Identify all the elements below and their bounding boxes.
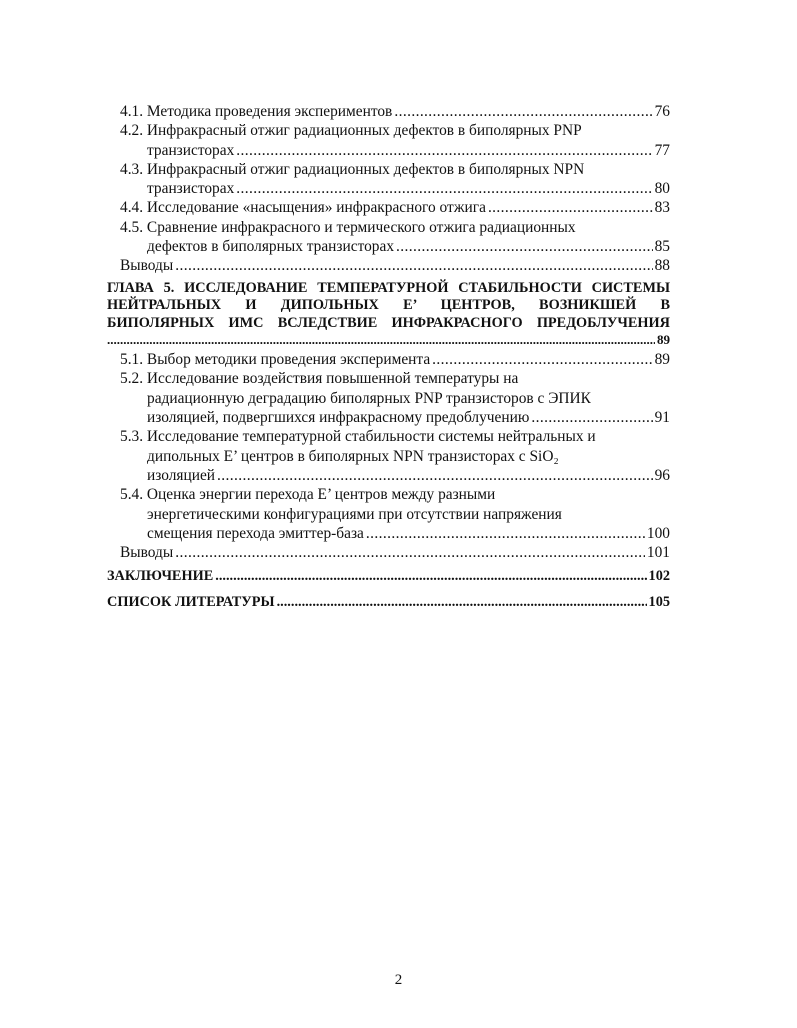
toc-entry-title: 5.2. Исследование воздействия повышенной температуры на	[120, 370, 519, 388]
dot-leader	[396, 237, 653, 256]
toc-entry-conclusions-ch4[interactable]	[107, 256, 670, 275]
dot-leader	[394, 102, 652, 121]
toc-entry-conclusion[interactable]	[107, 567, 670, 585]
toc-page-number: 89	[654, 351, 670, 369]
dot-leader	[236, 141, 652, 160]
toc-entry-title-cont: дипольных E’ центров в биполярных NPN транзисторах с SiO₂	[147, 447, 559, 465]
table-of-contents	[107, 102, 670, 611]
toc-entry-title: Выводы	[120, 257, 174, 275]
dot-leader	[488, 198, 653, 217]
toc-entry-5-2[interactable]	[107, 369, 670, 427]
toc-entry-4-4[interactable]	[107, 198, 670, 217]
toc-entry-title: 4.3. Инфракрасный отжиг радиационных дефектов в биполярных NPN	[120, 160, 585, 178]
toc-page-number: 91	[654, 409, 670, 427]
toc-entry-4-1[interactable]	[107, 102, 670, 121]
chapter-title-line: ГЛАВА 5. ИССЛЕДОВАНИЕ ТЕМПЕРАТУРНОЙ СТАБИЛЬНОСТИ СИСТЕМЫ	[107, 279, 670, 296]
dot-leader	[236, 179, 652, 198]
toc-entry-title: 5.1. Выбор методики проведения эксперимента	[120, 351, 431, 369]
dot-leader	[107, 332, 655, 347]
toc-page-number: 105	[648, 594, 670, 611]
chapter5-sections	[107, 350, 670, 562]
toc-chapter-5[interactable]	[107, 280, 670, 348]
dot-leader	[531, 408, 652, 427]
toc-page-number: 102	[648, 568, 670, 585]
toc-entry-5-1[interactable]	[107, 350, 670, 369]
toc-entry-title-cont: изоляцией	[147, 466, 216, 484]
toc-entry-title: 4.2. Инфракрасный отжиг радиационных дефектов в биполярных PNP	[120, 122, 582, 140]
toc-page-number: 83	[654, 199, 670, 217]
toc-page-number: 96	[654, 466, 670, 484]
dot-leader	[277, 593, 647, 611]
toc-page-number: 76	[654, 103, 670, 120]
toc-entry-5-4[interactable]	[107, 485, 670, 543]
page-number: 2	[394, 972, 403, 988]
toc-entry-references[interactable]	[107, 593, 670, 611]
dot-leader	[217, 466, 653, 485]
toc-page-number: 77	[654, 141, 670, 159]
toc-entry-4-3[interactable]	[107, 160, 670, 199]
toc-entry-title: ЗАКЛЮЧЕНИЕ	[107, 568, 214, 585]
toc-entry-title: 4.5. Сравнение инфракрасного и термического отжига радиационных	[120, 218, 576, 236]
dot-leader	[366, 524, 645, 543]
dot-leader	[215, 567, 646, 585]
toc-entry-title-cont: смещения перехода эмиттер-база	[147, 524, 364, 542]
toc-entry-4-2[interactable]	[107, 121, 670, 160]
toc-entry-title: СПИСОК ЛИТЕРАТУРЫ	[107, 594, 275, 611]
dot-leader	[175, 256, 652, 275]
toc-page-number: 80	[654, 180, 670, 198]
toc-entry-title-cont: радиационную деградацию биполярных PNP транзисторов с ЭПИК	[147, 389, 591, 407]
toc-entry-title-cont: энергетическими конфигурациями при отсутствии напряжения	[147, 505, 562, 523]
toc-page-number: 89	[657, 332, 670, 348]
toc-page-number: 88	[654, 257, 670, 275]
toc-entry-title-cont: изоляцией, подвергшихся инфракрасному предоблучению	[147, 409, 530, 427]
toc-page-number: 85	[654, 238, 670, 256]
dot-leader	[175, 543, 645, 562]
toc-page-number: 101	[646, 544, 670, 562]
dot-leader	[432, 350, 652, 369]
toc-entry-title-cont: транзисторах	[147, 180, 235, 198]
toc-entry-4-5[interactable]	[107, 218, 670, 257]
toc-entry-title: 4.1. Методика проведения экспериментов	[120, 103, 393, 120]
toc-entry-title: Выводы	[120, 544, 174, 562]
chapter-title-line: БИПОЛЯРНЫХ ИМС ВСЛЕДСТВИЕ ИНФРАКРАСНОГО ПРЕДОБЛУЧЕНИЯ	[107, 314, 670, 331]
chapter-title-line: НЕЙТРАЛЬНЫХ И ДИПОЛЬНЫХ E’ ЦЕНТРОВ, ВОЗНИКШЕЙ В	[107, 297, 670, 314]
toc-entry-conclusions-ch5[interactable]	[107, 543, 670, 562]
toc-entry-title: 5.4. Оценка энергии перехода E’ центров между разными	[120, 486, 496, 504]
toc-entry-title: 4.4. Исследование «насыщения» инфракрасного отжига	[120, 199, 486, 217]
toc-entry-5-3[interactable]	[107, 427, 670, 485]
toc-page-number: 100	[646, 524, 670, 542]
toc-entry-title: 5.3. Исследование температурной стабильности системы нейтральных и	[120, 428, 596, 446]
toc-entry-title-cont: дефектов в биполярных транзисторах	[147, 238, 395, 256]
chapter4-sections	[107, 102, 670, 276]
toc-entry-title-cont: транзисторах	[147, 141, 235, 159]
